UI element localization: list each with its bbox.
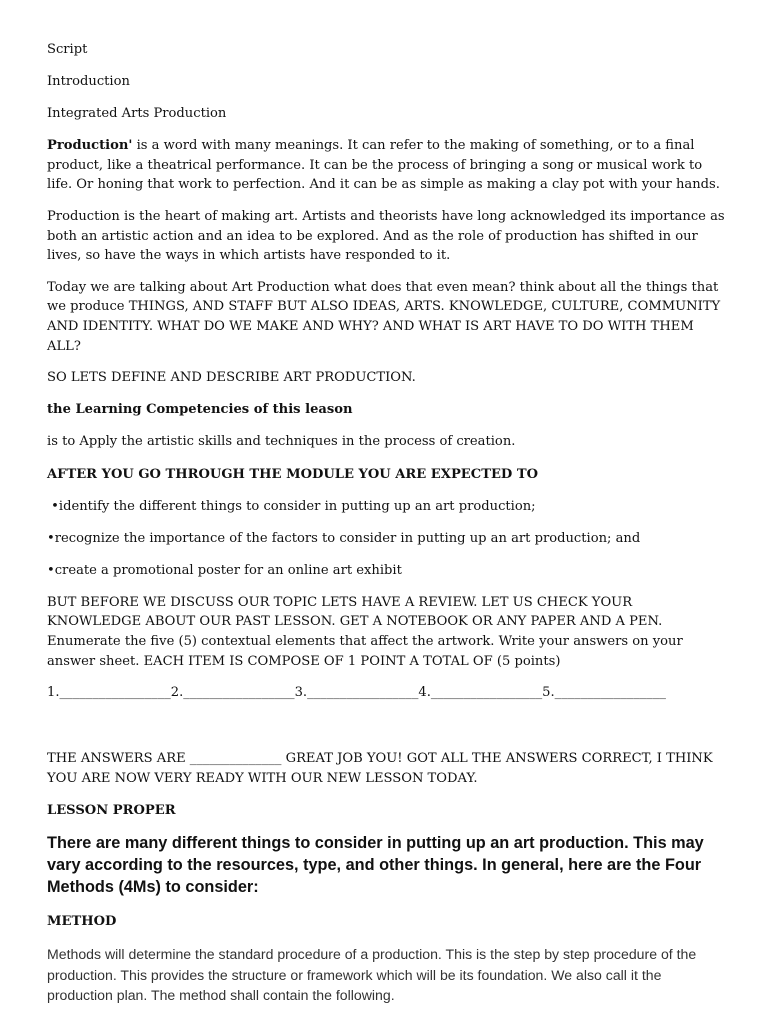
competencies-heading: the Learning Competencies of this leason (47, 402, 353, 418)
heart-paragraph: Production is the heart of making art. Artists and theorists have long acknowledged its importance as both an artistic action and an idea to be explored. And as the role of production has shifted in our lives, so have the ways in which artists have responded to it. (47, 209, 725, 264)
doc-title: Integrated Arts Production (47, 106, 227, 122)
bullet-item: •identify the different things to consider in putting up an art production; (47, 498, 536, 514)
intro-paragraph-body: is a word with many meanings. It can refer to the making of something, or to a final product, like a theatrical performance. It can be the process of bringing a song or musical work to life. Or honing that work to perfection. And it can be as simple as making a clay pot with your hands. (47, 138, 720, 193)
today-paragraph: Today we are talking about Art Production what does that even mean? think about all the things that we produce THINGS, AND STAFF BUT ALSO IDEAS, ARTS. KNOWLEDGE, CULTURE, COMMUNITY AND IDENTITY. WHAT DO WE MAKE AND WHY? AND WHAT IS ART HAVE TO DO WITH THEM ALL? (47, 279, 721, 354)
doc-label-script: Script (47, 42, 88, 57)
define-line: SO LETS DEFINE AND DESCRIBE ART PRODUCTION. (47, 370, 416, 386)
four-methods-paragraph: There are many different things to consider in putting up an art production. This may vary according to the resources, type, and other things. In general, here are the Four Methods (4Ms) to consider: (47, 834, 704, 897)
method-heading: METHOD (47, 914, 117, 930)
bullet-item: •create a promotional poster for an online art exhibit (47, 562, 402, 578)
methods-paragraph: Methods will determine the standard procedure of a production. This is the step by step procedure of the production. This provides the structure or framework which will be its foundation. We also call it the production plan. The method shall contain the following. (47, 946, 697, 1004)
lesson-proper-heading: LESSON PROPER (47, 802, 176, 818)
intro-paragraph (47, 136, 728, 195)
answer-blanks: 1._________________2._________________3._________________4._________________5._________________ (47, 685, 666, 701)
doc-label-introduction: Introduction (47, 74, 130, 90)
expected-heading: AFTER YOU GO THROUGH THE MODULE YOU ARE EXPECTED TO (47, 466, 538, 482)
bullet-item: •recognize the importance of the factors to consider in putting up an art production; and (47, 530, 641, 546)
review-paragraph: BUT BEFORE WE DISCUSS OUR TOPIC LETS HAVE A REVIEW. LET US CHECK YOUR KNOWLEDGE ABOUT OUR PAST LESSON. GET A NOTEBOOK OR ANY PAPER AND A PEN. Enumerate the five (5) contextual elements that affect the artwork. Write your answers on your answer sheet. EACH ITEM IS COMPOSE OF 1 POINT A TOTAL OF (5 points) (47, 594, 683, 669)
spacer (47, 715, 728, 749)
intro-paragraph-lead: Production' (47, 138, 133, 154)
apply-line: is to Apply the artistic skills and techniques in the process of creation. (47, 434, 516, 450)
answers-paragraph: THE ANSWERS ARE ______________ GREAT JOB YOU! GOT ALL THE ANSWERS CORRECT, I THINK YOU ARE NOW VERY READY WITH OUR NEW LESSON TODAY. (47, 751, 713, 786)
